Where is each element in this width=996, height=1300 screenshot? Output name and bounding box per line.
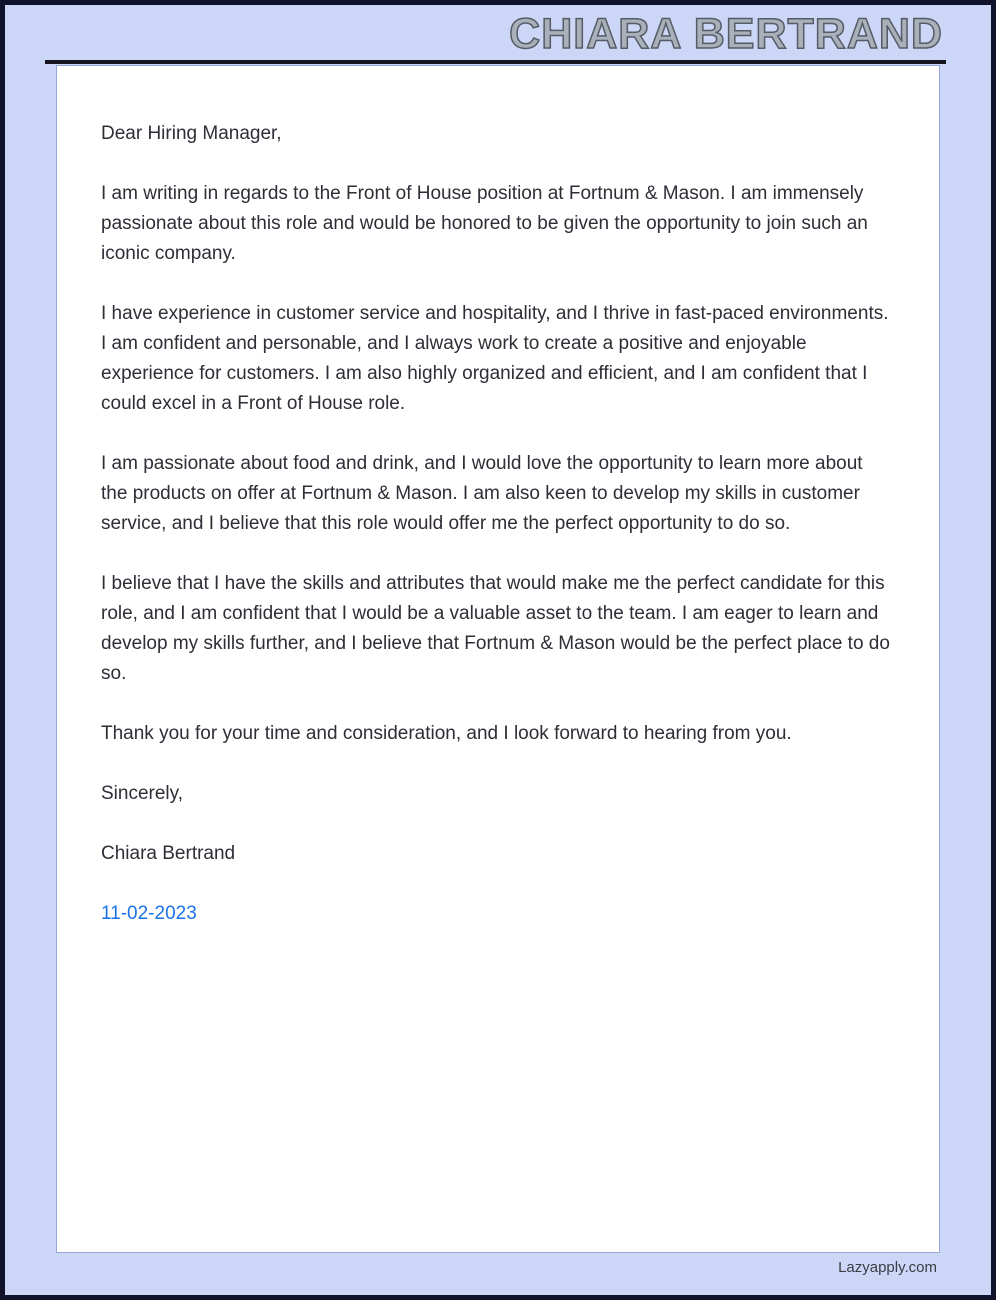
header-divider <box>45 60 946 64</box>
letter-paragraph: I am writing in regards to the Front of House position at Fortnum & Mason. I am immensely passionate about this role and would be honored to be given the opportunity to join such an iconic company. <box>101 183 868 264</box>
letter-paragraph: I have experience in customer service and hospitality, and I thrive in fast-paced environments. I am confident and personable, and I always work to create a positive and enjoyable experience for customers. I am also highly organized and efficient, and I am confident that I could excel in a Front of House role. <box>101 303 889 414</box>
footer-brand: Lazyapply.com <box>838 1259 937 1276</box>
letter-page <box>56 65 940 1253</box>
letter-header <box>5 5 991 57</box>
salutation: Dear Hiring Manager, <box>101 123 282 144</box>
closing: Sincerely, <box>101 783 184 804</box>
letter-date-link[interactable]: 11-02-2023 <box>101 903 197 924</box>
letter-paragraph: Thank you for your time and consideration, and I look forward to hearing from you. <box>101 723 792 744</box>
letter-paragraph: I am passionate about food and drink, and I would love the opportunity to learn more about the products on offer at Fortnum & Mason. I am also keen to develop my skills in customer service, and I believe that this role would offer me the perfect opportunity to do so. <box>101 453 863 534</box>
letter-paragraph: I believe that I have the skills and attributes that would make me the perfect candidate for this role, and I am confident that I would be a valuable asset to the team. I am eager to learn and develop my skills further, and I believe that Fortnum & Mason would be the perfect place to do so. <box>101 573 890 684</box>
header-name: CHIARA BERTRAND <box>509 10 943 58</box>
signature-name: Chiara Bertrand <box>101 843 236 864</box>
